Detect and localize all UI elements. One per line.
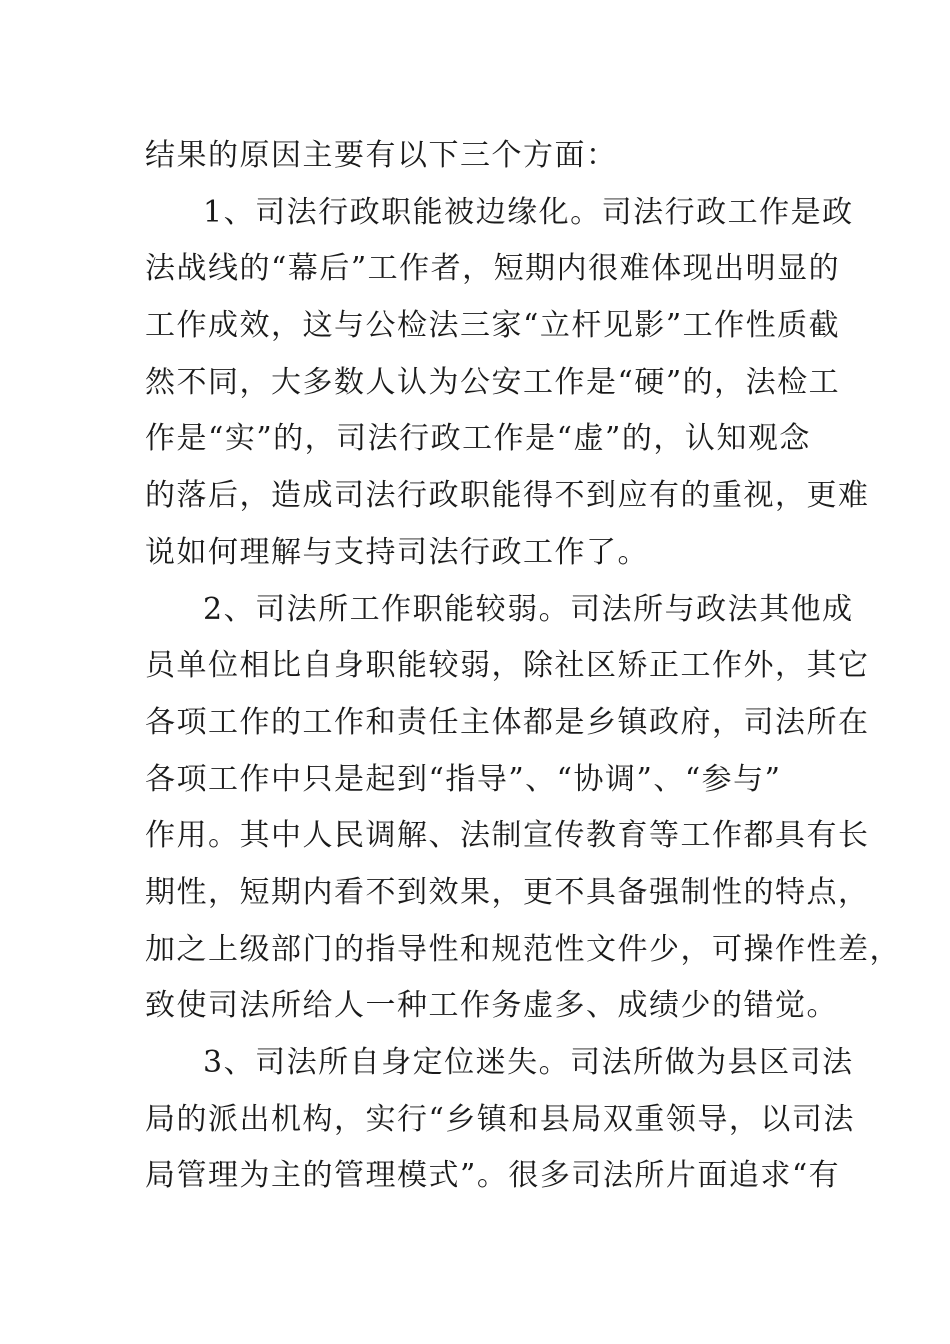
text-line: 说如何理解与支持司法行政工作了。: [145, 534, 649, 570]
paragraph-2-start: 2、司法所工作职能较弱。司法所与政法其他成: [203, 591, 854, 627]
text-line: 然不同，大多数人认为公安工作是“硬”的，法检工: [145, 364, 841, 400]
text-line: 各项工作中只是起到“指导”、“协调”、“参与”: [145, 761, 782, 797]
text-line: 员单位相比自身职能较弱，除社区矫正工作外，其它: [145, 648, 870, 684]
text-line: 结果的原因主要有以下三个方面：: [145, 138, 618, 173]
text-line: 工作成效，这与公检法三家“立杆见影”工作性质截: [145, 308, 841, 344]
text-line: 作是“实”的，司法行政工作是“虚”的，认知观念: [145, 421, 811, 457]
text-line: 各项工作的工作和责任主体都是乡镇政府，司法所在: [145, 704, 870, 740]
text-line: 局管理为主的管理模式”。很多司法所片面追求“有: [145, 1158, 841, 1194]
text-line: 期性，短期内看不到效果，更不具备强制性的特点，: [145, 874, 870, 910]
text-line: 局的派出机构，实行“乡镇和县局双重领导，以司法: [145, 1101, 855, 1137]
text-line: 致使司法所给人一种工作务虚多、成绩少的错觉。: [145, 988, 838, 1024]
text-line: 的落后，造成司法行政职能得不到应有的重视，更难: [145, 478, 870, 514]
paragraph-1-start: 1、司法行政职能被边缘化。司法行政工作是政: [203, 194, 854, 230]
text-line: 法战线的“幕后”工作者，短期内很难体现出明显的: [145, 251, 841, 287]
paragraph-3-start: 3、司法所自身定位迷失。司法所做为县区司法: [203, 1045, 854, 1080]
document-body: [145, 128, 901, 1205]
text-line: 作用。其中人民调解、法制宣传教育等工作都具有长: [145, 818, 870, 854]
text-line: 加之上级部门的指导性和规范性文件少，可操作性差，: [145, 931, 901, 967]
